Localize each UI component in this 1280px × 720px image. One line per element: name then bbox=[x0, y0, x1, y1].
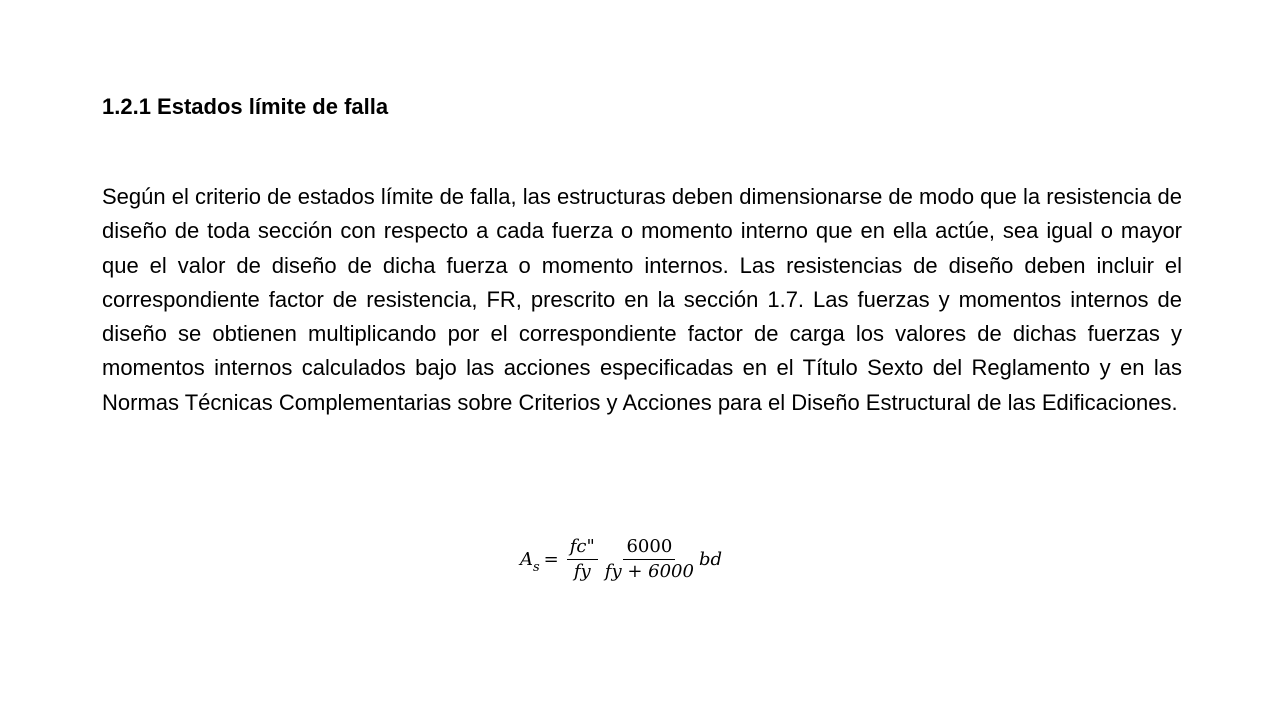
equation-operator: = bbox=[543, 548, 559, 570]
equation-lhs-var: A bbox=[520, 548, 533, 570]
section-heading: 1.2.1 Estados límite de falla bbox=[102, 94, 389, 119]
fraction1-denominator: fy bbox=[573, 560, 591, 582]
fraction-balanced bbox=[602, 535, 697, 584]
fraction-concrete-steel bbox=[567, 535, 598, 584]
fraction1-numerator: fc" bbox=[567, 535, 598, 560]
equation-tail: bd bbox=[698, 548, 723, 570]
fraction2-numerator: 6000 bbox=[623, 535, 675, 560]
steel-area-equation bbox=[520, 522, 722, 596]
equation-lhs bbox=[520, 548, 540, 575]
equation-lhs-sub: s bbox=[533, 559, 540, 575]
fraction2-denominator: fy + 6000 bbox=[604, 560, 694, 582]
body-paragraph: Según el criterio de estados límite de falla, las estructuras deben dimensionarse de modo que la resistencia de diseño de toda sección con respecto a cada fuerza o momento interno que en ella actúe, sea igual o mayor que el valor de diseño de dicha fuerza o momento internos. Las resistencias de diseño deben incluir el correspondiente factor de resistencia, FR, prescrito en la sección 1.7. Las fuerzas y momentos internos de diseño se obtienen multiplicando por el correspondiente factor de carga los valores de dichas fuerzas y momentos internos calculados bajo las acciones especificadas en el Título Sexto del Reglamento y en las Normas Técnicas Complementarias sobre Criterios y Acciones para el Diseño Estructural de las Edificaciones. bbox=[102, 184, 1182, 415]
